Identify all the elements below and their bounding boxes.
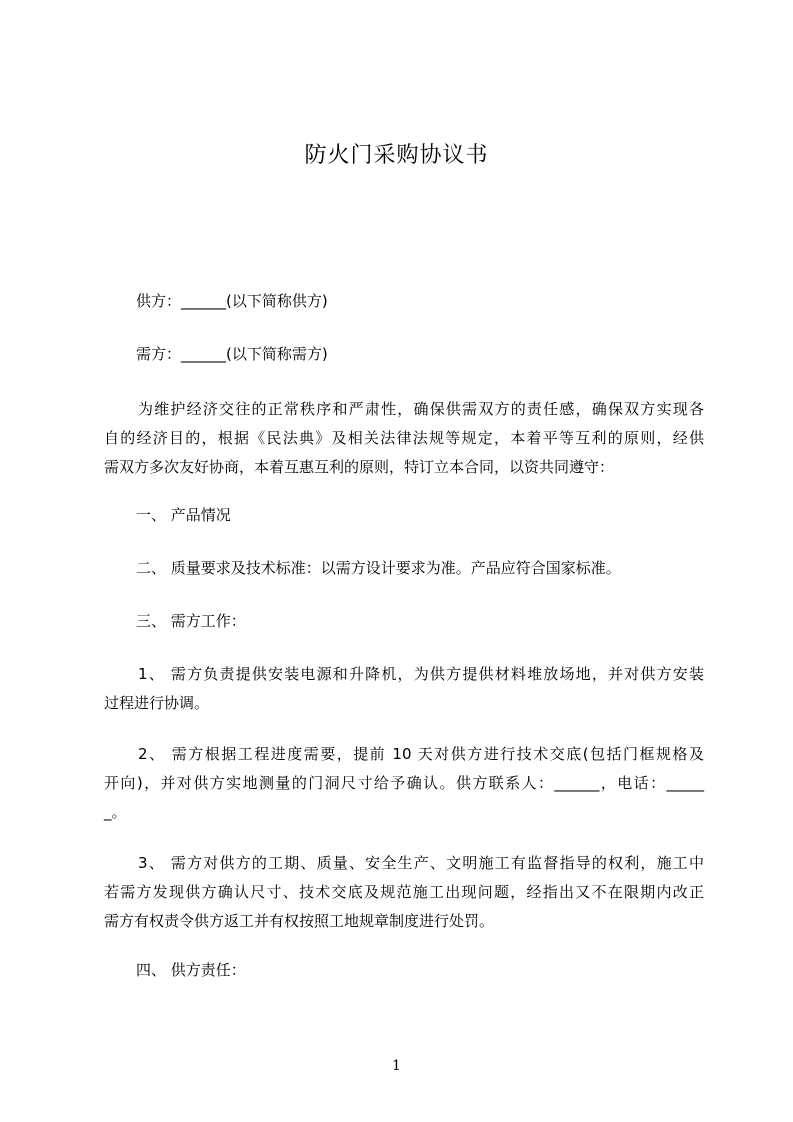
item-2-paragraph	[104, 740, 704, 827]
item-1-paragraph	[104, 660, 704, 718]
item-2-row-1: 2、 需方根据工程进度需要，提前 10 天对供方进行技术交底(包括门框规格及	[138, 745, 704, 763]
page-number: 1	[392, 1058, 401, 1074]
buyer-line: 需方：______(以下简称需方)	[136, 345, 328, 363]
item-3-row-3: 需方有权责令供方返工并有权按照工地规章制度进行处罚。	[104, 912, 495, 930]
intro-paragraph	[104, 395, 704, 482]
item-3-row-1: 3、 需方对供方的工期、质量、安全生产、文明施工有监督指导的权利，施工中	[138, 854, 704, 872]
section-2-heading: 二、 质量要求及技术标准：以需方设计要求为准。产品应符合国家标准。	[136, 559, 621, 577]
intro-row-1: 为维护经济交往的正常秩序和严肃性，确保供需双方的责任感，确保双方实现各	[138, 400, 704, 418]
section-1-heading: 一、 产品情况	[136, 506, 231, 524]
intro-row-3: 需双方多次友好协商，本着互惠互利的原则，特订立本合同，以资共同遵守：	[104, 458, 615, 476]
item-1-row-1: 1、 需方负责提供安装电源和升降机，为供方提供材料堆放场地，并对供方安装	[138, 665, 704, 683]
section-4-heading: 四、 供方责任：	[136, 961, 246, 979]
item-3-paragraph	[104, 849, 704, 936]
item-2-row-2: 开向)，并对供方实地测量的门洞尺寸给予确认。供方联系人：______，电话：_____	[104, 774, 704, 792]
item-2-row-3: _。	[104, 803, 127, 821]
section-3-heading: 三、 需方工作：	[136, 612, 246, 630]
document-title: 防火门采购协议书	[304, 143, 489, 168]
item-3-row-2: 若需方发现供方确认尺寸、技术交底及规范施工出现问题，经指出又不在限期内改正	[104, 883, 704, 901]
item-1-row-2: 过程进行协调。	[104, 694, 210, 712]
intro-row-2: 自的经济目的，根据《民法典》及相关法律法规等规定，本着平等互利的原则，经供	[104, 429, 704, 447]
supplier-line: 供方：______(以下简称供方)	[136, 292, 328, 310]
